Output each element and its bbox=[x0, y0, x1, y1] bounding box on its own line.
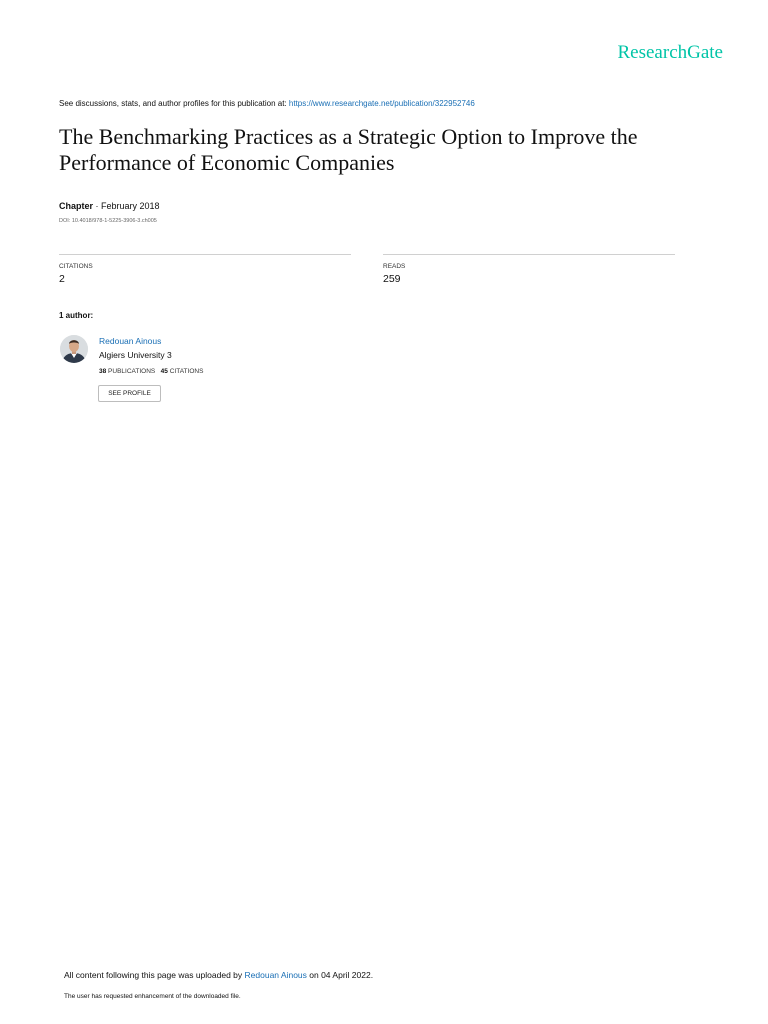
intro-line bbox=[59, 99, 475, 108]
upload-footer bbox=[64, 970, 373, 980]
citations-label: CITATIONS bbox=[59, 263, 93, 270]
publication-url-link[interactable]: https://www.researchgate.net/publication/322952746 bbox=[288, 99, 475, 108]
upload-prefix: All content following this page was uploaded by bbox=[64, 970, 245, 980]
author-citations-count: 45 bbox=[160, 368, 168, 375]
uploader-link[interactable]: Redouan Ainous bbox=[244, 970, 307, 980]
authors-heading: 1 author: bbox=[59, 311, 94, 320]
author-avatar[interactable] bbox=[60, 335, 88, 363]
author-stats bbox=[99, 368, 203, 375]
publication-meta bbox=[59, 201, 160, 211]
upload-suffix: on 04 April 2022. bbox=[306, 970, 374, 980]
citations-value: 2 bbox=[59, 273, 65, 285]
author-citations-label: CITATIONS bbox=[169, 368, 204, 375]
author-name-link[interactable]: Redouan Ainous bbox=[99, 336, 162, 346]
publication-doi: DOI: 10.4018/978-1-5225-3906-3.ch005 bbox=[59, 218, 157, 224]
reads-stat bbox=[383, 254, 675, 285]
reads-value: 259 bbox=[383, 273, 401, 285]
reads-label: READS bbox=[383, 263, 406, 270]
author-affiliation: Algiers University 3 bbox=[99, 350, 172, 360]
intro-text: See discussions, stats, and author profiles for this publication at: bbox=[59, 99, 289, 108]
see-profile-button[interactable]: SEE PROFILE bbox=[98, 385, 161, 402]
author-photo-icon bbox=[60, 335, 88, 363]
enhancement-note: The user has requested enhancement of the downloaded file. bbox=[64, 993, 241, 1000]
citations-stat bbox=[59, 254, 351, 285]
publication-date: · February 2018 bbox=[95, 201, 160, 211]
author-publications-count: 38 bbox=[99, 368, 107, 375]
researchgate-logo[interactable]: ResearchGate bbox=[617, 42, 723, 63]
publication-title: The Benchmarking Practices as a Strategic Option to Improve the Performance of Economic Companies bbox=[59, 124, 638, 175]
publication-type: Chapter bbox=[59, 201, 94, 211]
author-publications-label: PUBLICATIONS bbox=[108, 368, 156, 375]
